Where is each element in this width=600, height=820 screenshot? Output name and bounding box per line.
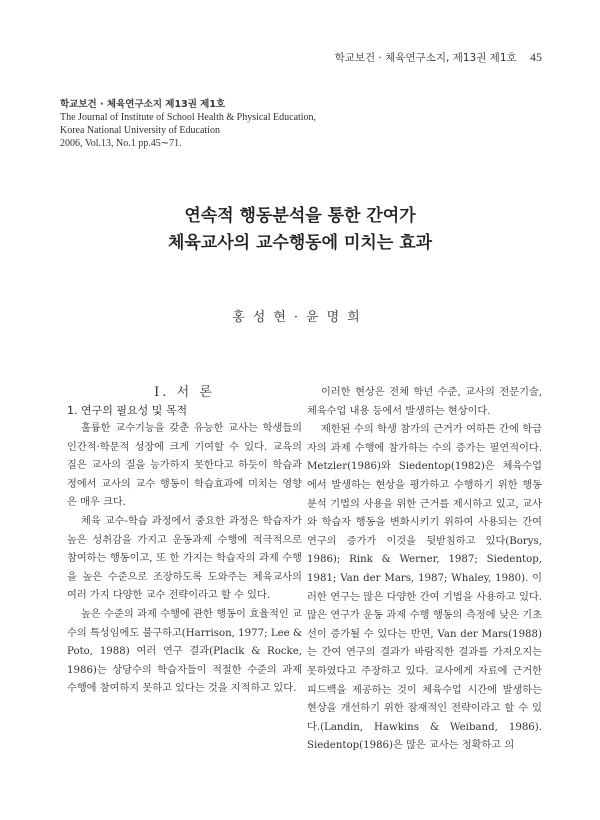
running-title: 학교보건 · 체육연구소지, 제13권 제1호 (334, 52, 517, 64)
body-paragraph: 체육 교수-학습 과정에서 중요한 과정은 학습자가 높은 성취감을 가지고 운동과제 수행에 적극적으로 참여하는 행동이고, 또 한 가지는 학습자의 과제 수행을 높은 수준으로 조장하도록 도와주는 체육교사의 여러 가지 다양한 교수 전략이라고 할 수 있다. (67, 515, 302, 602)
journal-info (60, 98, 316, 150)
subsection-heading: 1. 연구의 필요성 및 목적 (67, 404, 188, 417)
paper-authors: 홍성현·윤명희 (232, 310, 368, 325)
paper-title (0, 203, 600, 257)
left-column (67, 384, 302, 699)
journal-name-english: The Journal of Institute of School Health & Physical Education, (60, 112, 317, 123)
body-paragraph: 제한된 수의 학생 참가의 근거가 여하튼 간에 학급자의 과제 수행에 참가하는 수의 증가는 필연적이다. Metzler(1986)와 Siedentop(1982)은 체육수업에서 발생하는 현상을 평가하고 수행하기 위한 행동분석 기법의 사용을 위한 근거를 제시하고 있고, 교사와 학습자 행동을 변화시키기 위하여 사용되는 간여 연구의 증가가 이것을 뒷받침하고 있다(Borys, 1986); Rink & Werner, 1987; Siedentop, 1981; Van der Mars, 1987; Whaley, 1980). 이러한 연구는 많은 다양한 간여 기법을 사용하고 있다. 많은 연구가 운동 과제 수행 행동의 측정에 낮은 기초선이 증가될 수 있다는 반면, Van der Mars(1988)는 간여 연구의 결과가 바람직한 결과를 가져오지는 못하였다고 주장하고 있다. 교사에게 자료에 근거한 피드백을 제공하는 것이 체육수업 시간에 발생하는 현상을 개선하기 위한 잠재적인 전략이라고 할 수 있다.(Landin, Hawkins & Weiband, 1986). Siedentop(1986)은 많은 교사는 정확하고 의 (307, 424, 542, 752)
body-paragraph: 높은 수준의 과제 수행에 관한 행동이 효율적인 교수의 특성임에도 불구하고(Harrison, 1977; Lee & Poto, 1988) 여러 연구 결과(Placlk & Rocke, 1986)는 상당수의 학습자들이 적절한 수준의 과제 수행에 참여하지 못하고 있다는 것을 지적하고 있다. (67, 608, 302, 695)
journal-institution: Korea National University of Education (60, 125, 220, 136)
journal-citation: 2006, Vol.13, No.1 pp.45∼71. (60, 138, 182, 149)
journal-name-korean: 학교보건 · 체육연구소지 제13권 제1호 (60, 99, 226, 110)
page-number: 45 (530, 50, 542, 64)
body-paragraph: 이러한 현상은 전체 학년 수준, 교사의 전문기술, 체육수업 내용 등에서 발생하는 현상이다. (307, 387, 542, 417)
section-heading: I. 서 론 (154, 385, 215, 400)
running-header (335, 50, 542, 65)
paper-title-line-1: 연속적 행동분석을 통한 간여가 (184, 206, 416, 226)
body-paragraph: 훌륭한 교수기능을 갖춘 유능한 교사는 학생들의 인간적·학문적 성장에 크게 기여할 수 있다. 교육의 질은 교사의 질을 능가하지 못한다고 하듯이 학습과정에서 교사의 교수 행동이 학습효과에 미치는 영향은 매우 크다. (67, 423, 302, 509)
paper-title-line-2: 체육교사의 교수행동에 미치는 효과 (167, 233, 433, 253)
right-column (307, 384, 542, 756)
